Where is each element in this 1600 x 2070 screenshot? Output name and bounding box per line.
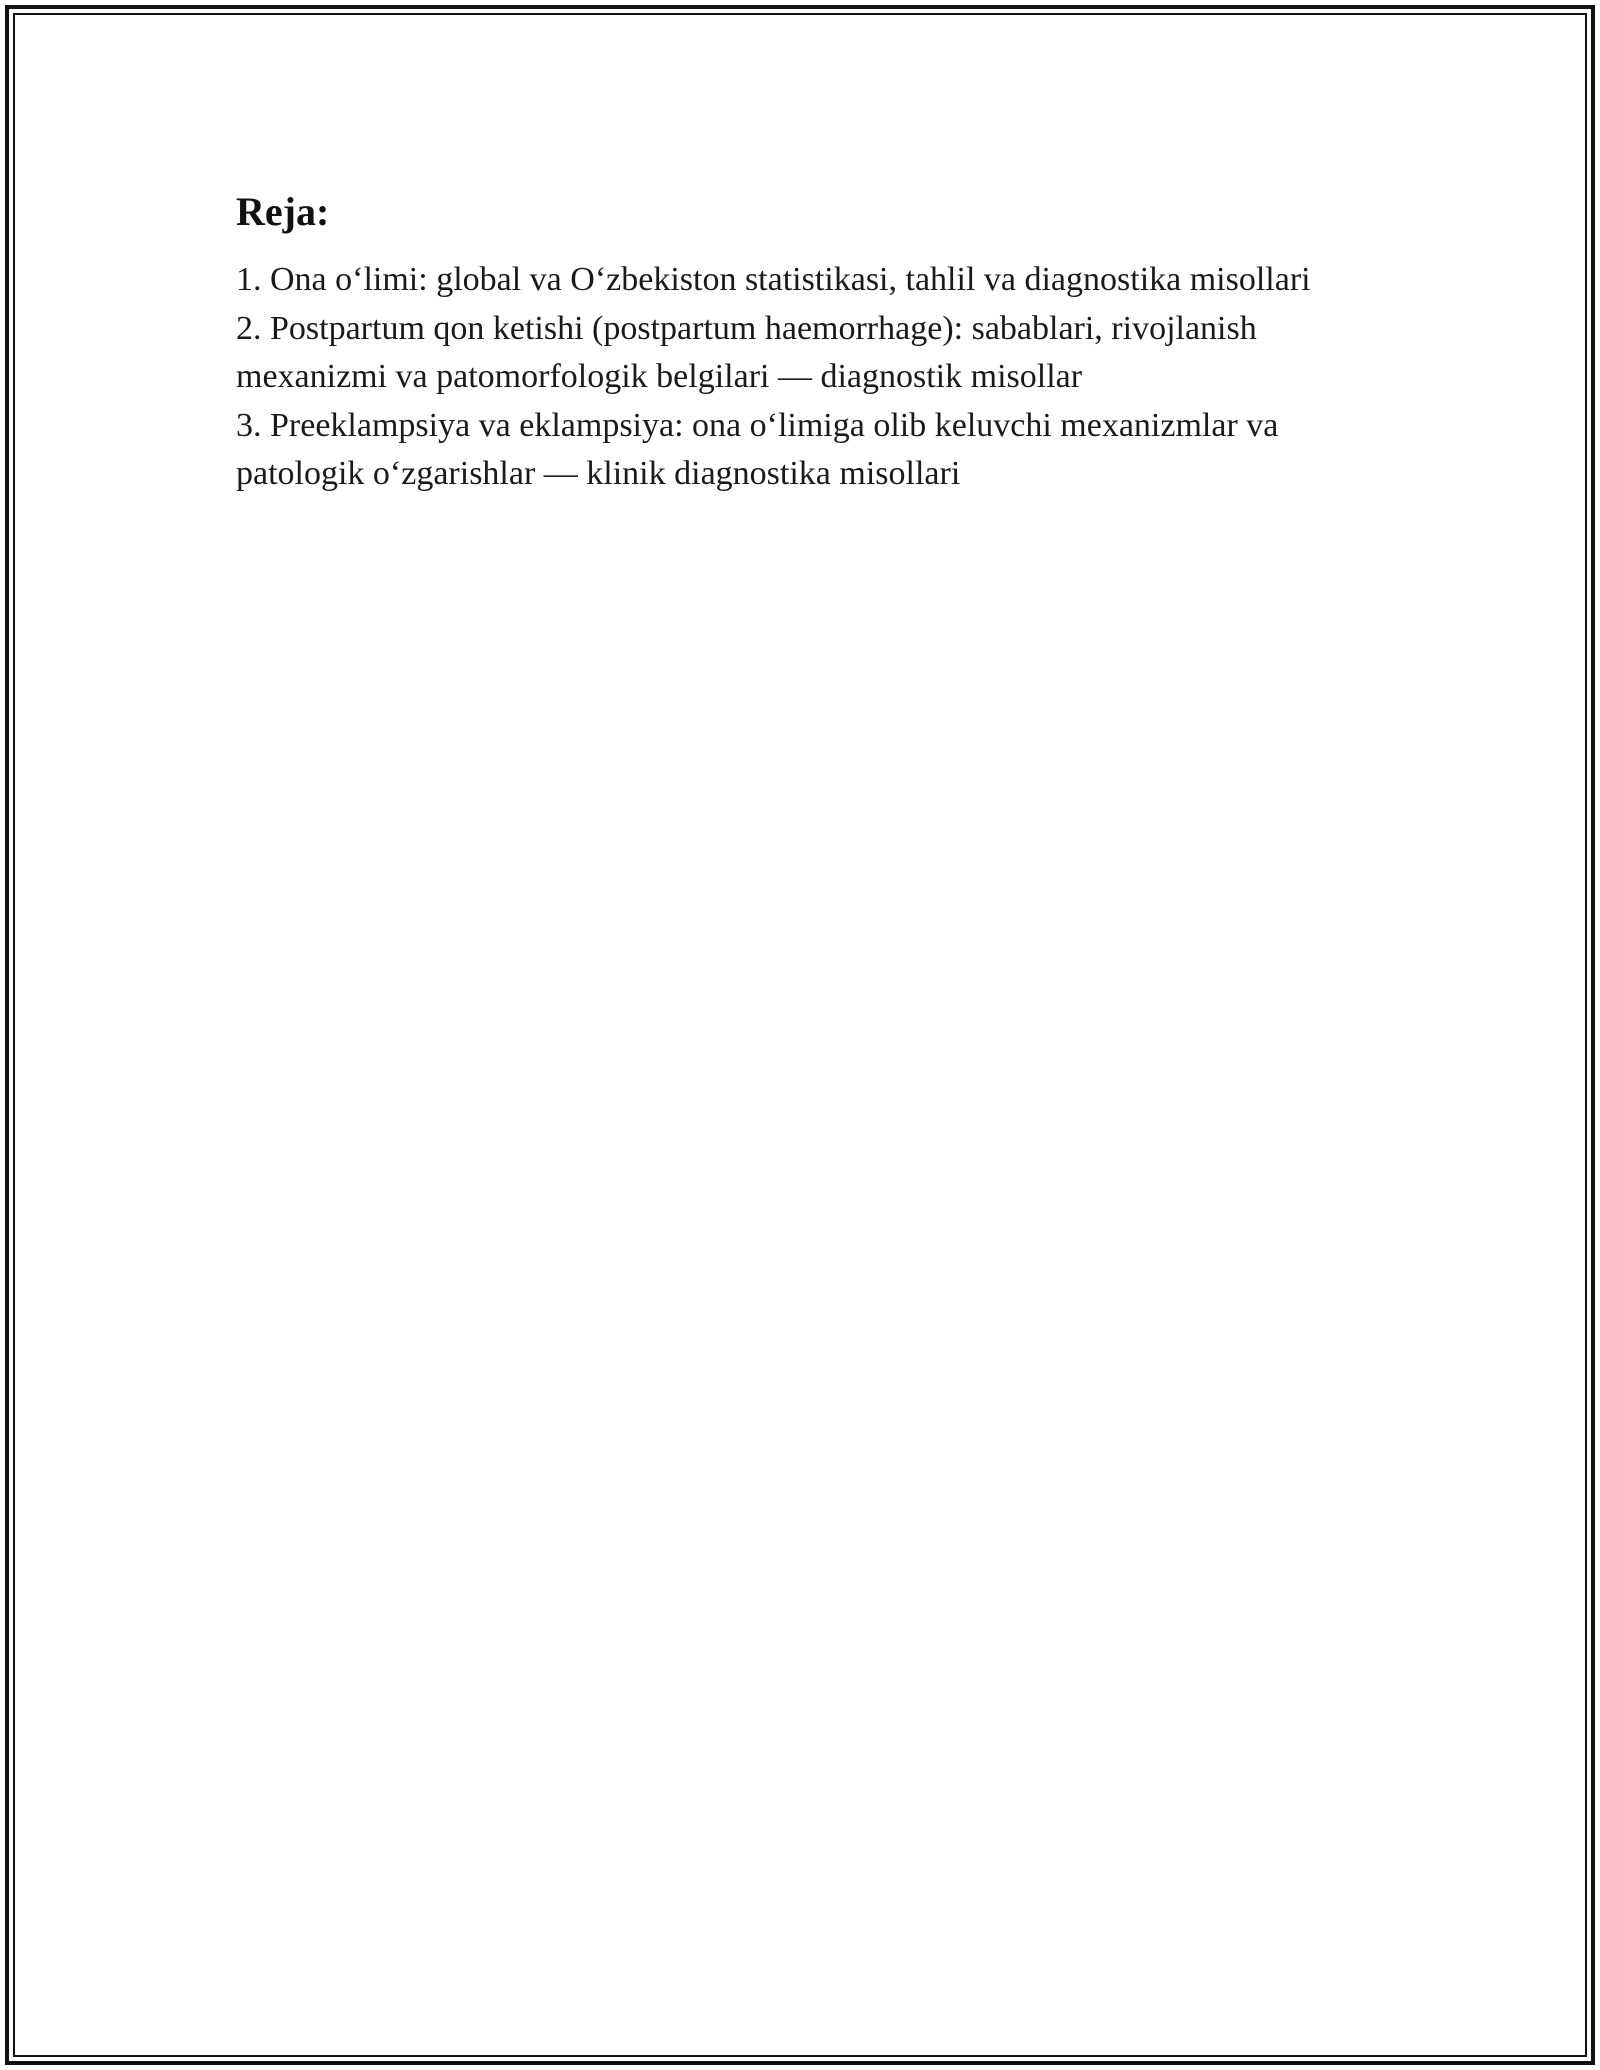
plan-heading: Reja: (236, 189, 330, 234)
plan-item-2: 2. Postpartum qon ketishi (postpartum haemorrhage): sabablari, rivojlanish mexanizmi va patomorfologik belgilari — diagnostik misollar (236, 309, 1257, 395)
document-body (236, 186, 1396, 499)
plan-item-1: 1. Ona o‘limi: global va O‘zbekiston statistikasi, tahlil va diagnostika misollari (236, 261, 1311, 298)
plan-list (236, 256, 1396, 499)
plan-item-3: 3. Preeklampsiya va eklampsiya: ona o‘limiga olib keluvchi mexanizmlar va patologik o‘zgarishlar — klinik diagnostika misollari (236, 406, 1279, 492)
